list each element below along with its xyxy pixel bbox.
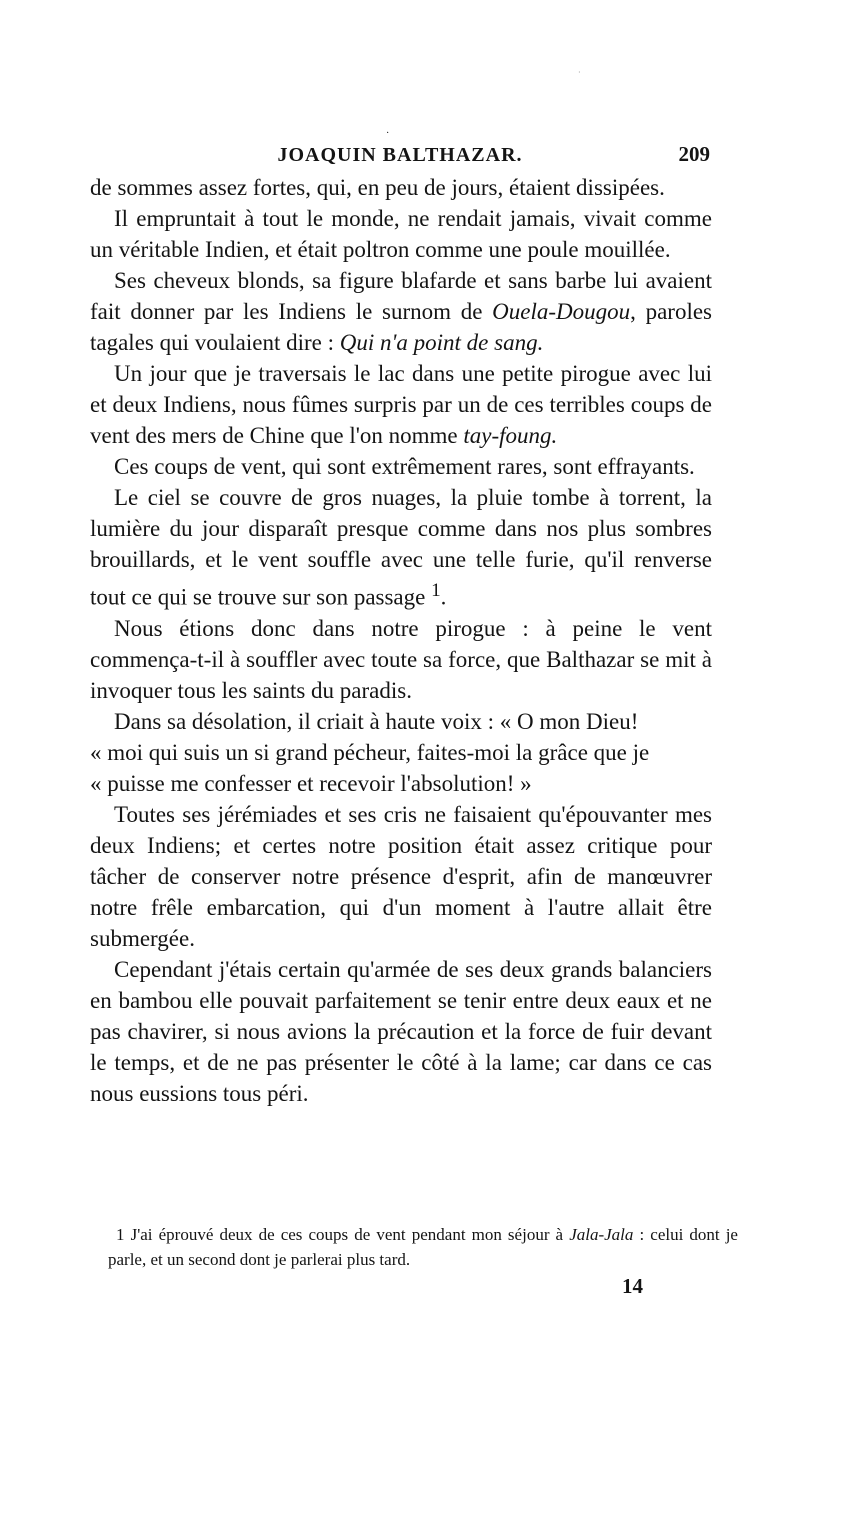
paragraph: Il empruntait à tout le monde, ne rendait jamais, vivait comme un véritable Indien, et était poltron comme une poule mouillée. <box>90 206 712 262</box>
paragraph-text: Le ciel se couvre de gros nuages, la pluie tombe à torrent, la lumière du jour disparaît presque comme dans nos plus sombres brouillards, et le vent souffle avec une telle furie, qu'il renverse tout ce qui se trouve sur son passage <box>90 485 712 610</box>
paragraph-text: . <box>440 584 447 610</box>
speck-mark: · <box>578 68 581 77</box>
page-header <box>90 140 710 172</box>
quote-line: Dans sa désolation, il criait à haute voix : « O mon Dieu! <box>114 708 639 734</box>
running-title: JOAQUIN BALTHAZAR. <box>277 144 523 166</box>
page-number: 209 <box>678 142 710 166</box>
paragraph-text: Un jour que je traversais le lac dans une petite pirogue avec lui et deux Indiens, nous fûmes surpris par un de ces terribles coups de vent des mers de Chine que l'on nomme <box>90 361 712 448</box>
italic-term: Ouela-Dougou <box>492 299 631 324</box>
paragraph <box>90 482 712 613</box>
speck-mark: · <box>386 128 390 139</box>
paragraph: Nous étions donc dans notre pirogue : à peine le vent commença-t-il à souffler avec toute sa force, que Balthazar se mit à invoquer tous les saints du paradis. <box>90 615 712 703</box>
paragraph-text: , paroles tagales qui voulaient dire : <box>90 299 713 355</box>
paragraph-quote <box>90 706 712 737</box>
signature-mark: 14 <box>622 1274 643 1298</box>
italic-term: Jala-Jala <box>569 1225 634 1244</box>
paragraph: de sommes assez fortes, qui, en peu de jours, étaient dissipées. <box>90 175 665 200</box>
italic-term: tay-foung. <box>463 423 558 448</box>
italic-term: Qui n'a point de sang. <box>339 330 544 355</box>
paragraph-text: Ses cheveux blonds, sa figure blafarde et sans barbe lui avaient fait donner par les Indiens le surnom de <box>90 268 712 324</box>
body-text <box>90 172 712 1109</box>
quote-line: « puisse me confesser et recevoir l'absolution! » <box>90 770 532 796</box>
footnote-text: : celui dont je parle, et un second dont je parlerai plus tard. <box>108 1225 738 1269</box>
footnote <box>108 1222 738 1272</box>
quote-line: « moi qui suis un si grand pécheur, faites-moi la grâce que je <box>90 739 650 765</box>
paragraph: Cependant j'étais certain qu'armée de ses deux grands balanciers en bambou elle pouvait parfaitement se tenir entre deux eaux et ne pas chavirer, si nous avions la précaution et la force de fuir devant le temps, et de ne pas présenter le côté à la lame; car dans ce cas nous eussions tous péri. <box>90 956 712 1106</box>
paragraph <box>90 265 712 358</box>
paragraph <box>90 358 712 451</box>
paragraph: Toutes ses jérémiades et ses cris ne faisaient qu'épouvanter mes deux Indiens; et certes notre position était assez critique pour tâcher de conserver notre présence d'esprit, afin de manœuvrer notre frêle embarcation, qui d'un moment à l'autre allait être submergée. <box>90 801 712 951</box>
footnote-ref: 1 <box>431 580 441 601</box>
footnote-text: J'ai éprouvé deux de ces coups de vent pendant mon séjour à <box>124 1225 570 1244</box>
paragraph: Ces coups de vent, qui sont extrêmement rares, sont effrayants. <box>114 454 695 479</box>
footnote-number: 1 <box>116 1225 125 1244</box>
